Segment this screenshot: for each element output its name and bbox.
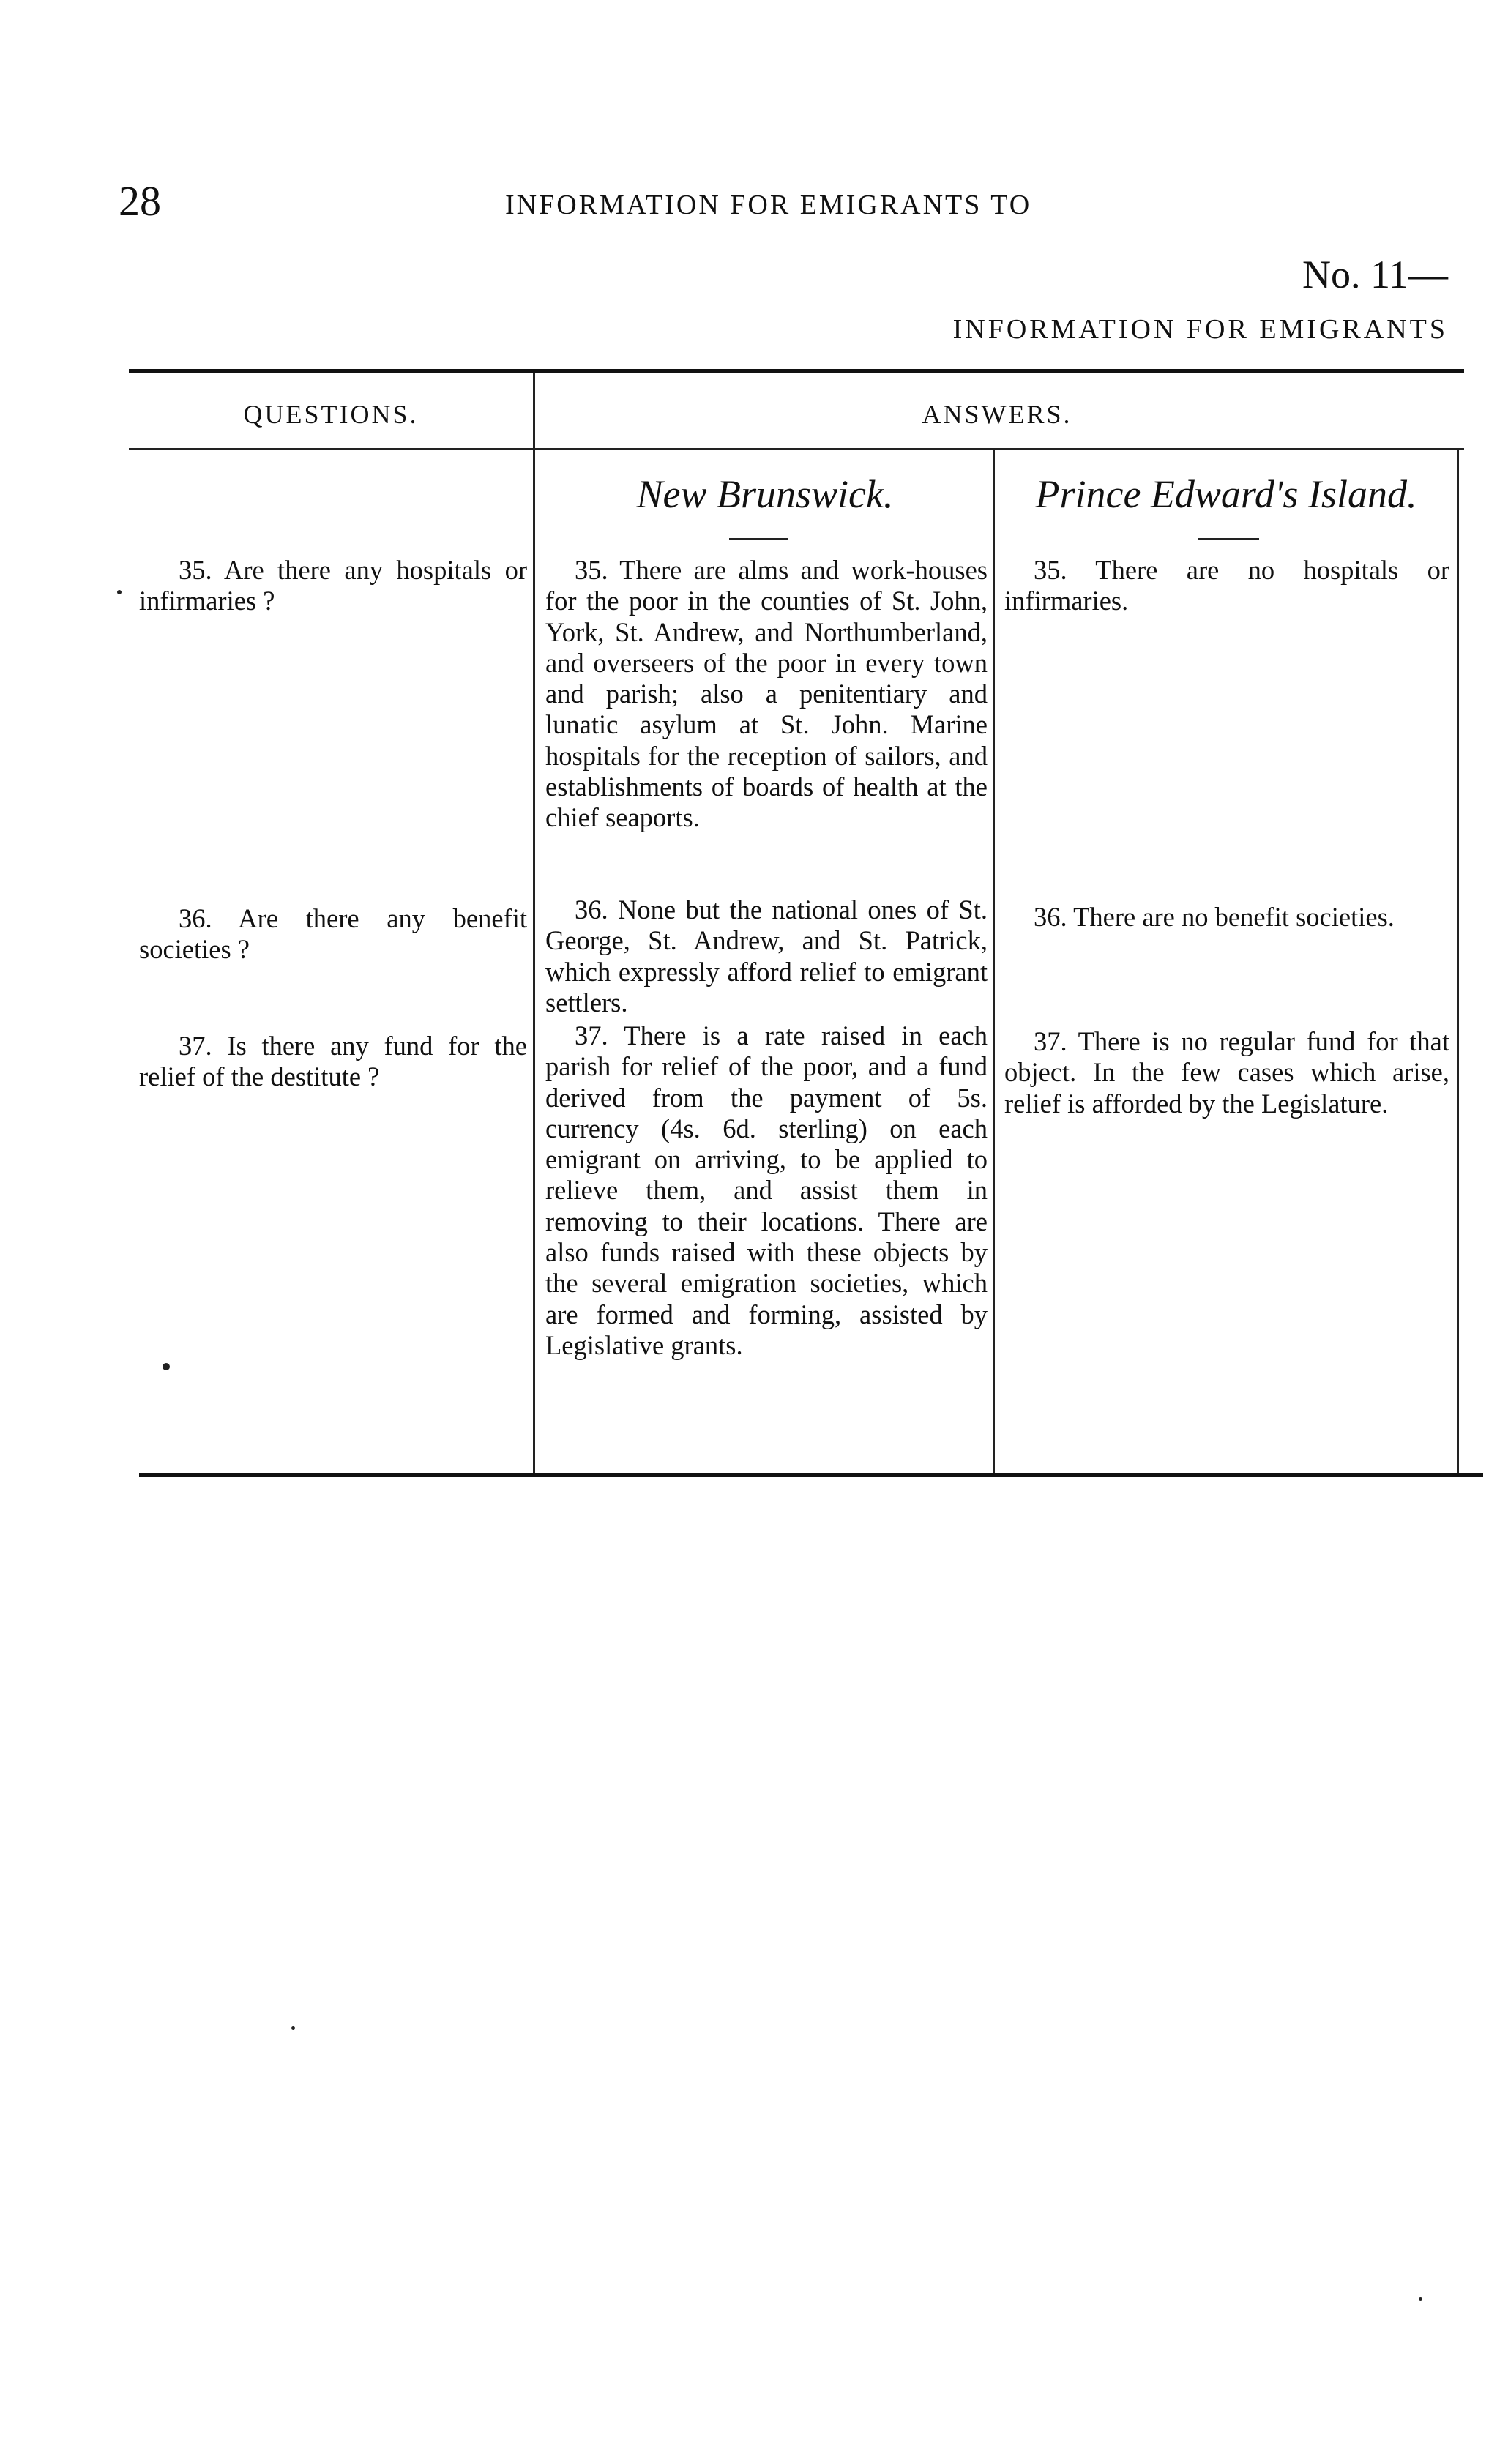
answers-column-heading: ANSWERS.	[922, 400, 1072, 429]
table-bottom-rule	[139, 1473, 1483, 1477]
question-36: 36. Are there any benefit societies ?	[139, 903, 527, 965]
heading-dash	[1198, 538, 1259, 540]
column-divider-provinces	[993, 450, 995, 1473]
table-right-border	[1457, 450, 1459, 1473]
heading-dash	[729, 538, 788, 540]
question-35: 35. Are there any hospitals or infirmaries ?	[139, 555, 527, 616]
answer-36-prince-edward: 36. There are no benefit societies.	[1034, 902, 1395, 932]
column-divider-questions	[533, 373, 535, 1473]
table-top-rule	[129, 369, 1464, 373]
answer-37-new-brunswick: 37. There is a rate raised in each parish for relief of the poor, and a fund derived from the payment of 5s. currency (4s. 6d. sterling) on each emigrant on arriving, to be applied to relieve them, and assist them in removing to their locations. There are also funds raised with these objects by the several emigration societies, which are formed and forming, assisted by Legislative grants.	[545, 1020, 988, 1360]
ink-speck	[117, 590, 122, 594]
question-37: 37. Is there any fund for the relief of the destitute ?	[139, 1031, 527, 1092]
ink-speck	[1419, 2297, 1422, 2301]
header-bottom-rule	[129, 448, 1464, 450]
table-subtitle: INFORMATION FOR EMIGRANTS	[952, 314, 1448, 345]
province-heading-prince-edward: Prince Edward's Island.	[1035, 472, 1417, 516]
province-heading-new-brunswick: New Brunswick.	[636, 472, 894, 516]
answer-37-prince-edward: 37. There is no regular fund for that object. In the few cases which arise, relief is afforded by the Legislature.	[1004, 1026, 1449, 1119]
questions-column-heading: QUESTIONS.	[243, 400, 419, 429]
answer-36-new-brunswick: 36. None but the national ones of St. George, St. Andrew, and St. Patrick, which expressly afford relief to emigrant settlers.	[545, 895, 988, 1018]
running-title: INFORMATION FOR EMIGRANTS TO	[505, 190, 1032, 220]
answer-35-prince-edward: 35. There are no hospitals or infirmaries.	[1004, 555, 1449, 616]
page-number: 28	[119, 177, 161, 225]
ink-speck	[163, 1363, 170, 1370]
ink-speck	[291, 2026, 295, 2030]
answer-35-new-brunswick: 35. There are alms and work-houses for the poor in the counties of St. John, York, St. Andrew, and Northumberland, and overseers of the poor in every town and parish; also a penitentiary and lunatic asylum at St. John. Marine hospitals for the reception of sailors, and establishments of boards of health at the chief seaports.	[545, 555, 988, 833]
table-number: No. 11—	[1302, 253, 1448, 296]
